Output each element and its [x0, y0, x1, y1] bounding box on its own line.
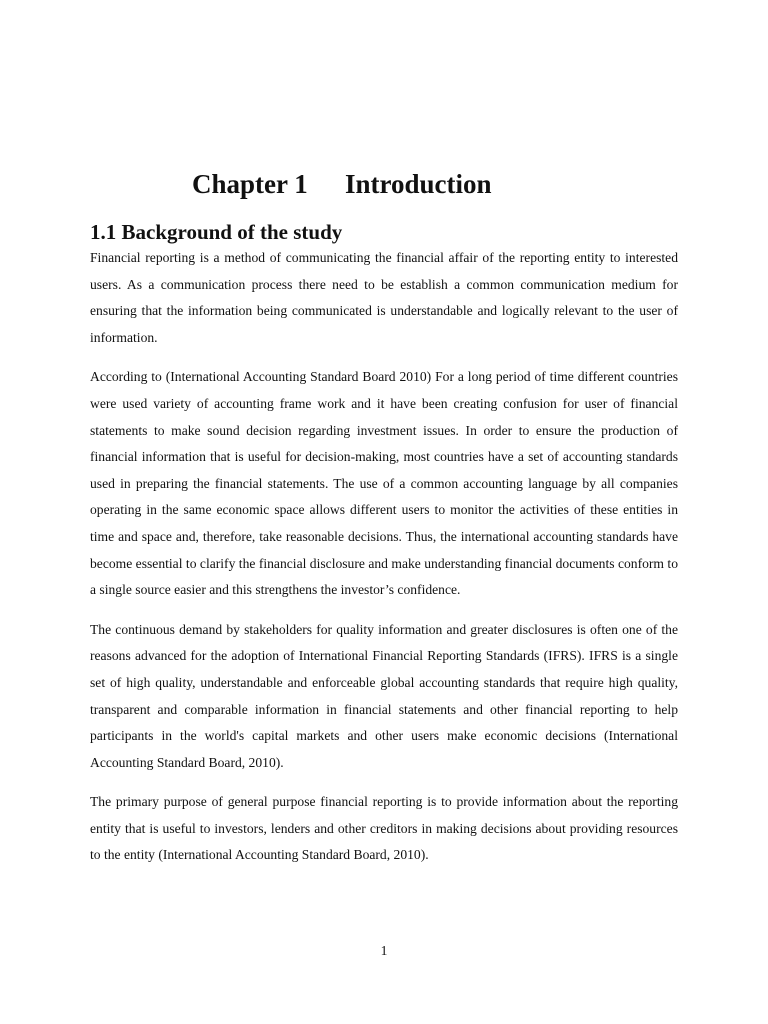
chapter-name: Introduction	[345, 169, 492, 199]
body-text	[90, 245, 678, 882]
paragraph-iasb-background: According to (International Accounting Standard Board 2010) For a long period of time different countries were used variety of accounting frame work and it have been creating confusion for user of financial statements to make sound decision regarding investment issues. In order to ensure the production of financial information that is useful for decision-making, most countries have a set of accounting standards used in preparing the financial statements. The use of a common accounting language by all companies operating in the same economic space allows different users to monitor the activities of these entities in time and space and, therefore, take reasonable decisions. Thus, the international accounting standards have become essential to clarify the financial disclosure and make understanding financial documents conform to a single source easier and this strengthens the investor’s confidence.	[90, 369, 678, 598]
paragraph-financial-reporting: Financial reporting is a method of communicating the financial affair of the reporting entity to interested users. As a communication process there need to be establish a common communication medium for ensuring that the information being communicated is understandable and logically relevant to the user of information.	[90, 250, 678, 345]
paragraph-ifrs-demand: The continuous demand by stakeholders for quality information and greater disclosures is often one of the reasons advanced for the adoption of International Financial Reporting Standards (IFRS). IFRS is a single set of high quality, understandable and enforceable global accounting standards that require high quality, transparent and comparable information in financial statements and other financial reporting to help participants in the world's capital markets and other users make economic decisions (International Accounting Standard Board, 2010).	[90, 621, 678, 770]
paragraph-primary-purpose: The primary purpose of general purpose financial reporting is to provide information about the reporting entity that is useful to investors, lenders and other creditors in making decisions about providing resources to the entity (International Accounting Standard Board, 2010).	[90, 794, 678, 863]
section-heading: 1.1 Background of the study	[90, 220, 343, 244]
page-number: 1	[380, 943, 388, 958]
chapter-title	[192, 166, 492, 202]
chapter-number: Chapter 1	[192, 169, 308, 199]
